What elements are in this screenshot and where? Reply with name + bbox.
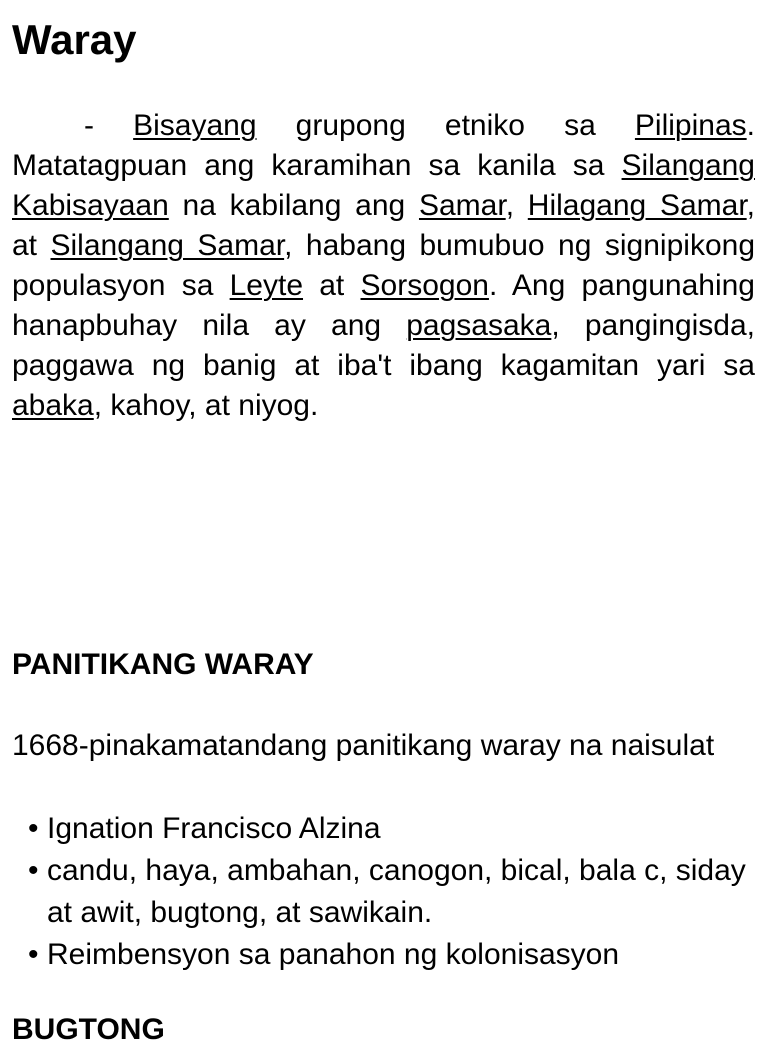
- intro-text: . Ang pangunahing hanapbuhay nila ay ang: [12, 269, 755, 342]
- link-silangang-kabisayaan[interactable]: Silangang Kabisayaan: [12, 149, 755, 222]
- list-item: [12, 934, 755, 976]
- intro-text: , pangingisda, paggawa ng banig at iba't ibang kagamitan yari sa: [12, 309, 755, 382]
- intro-text: , at: [12, 189, 755, 262]
- bullet-icon: •: [28, 854, 39, 887]
- list-item-text: Ignation Francisco Alzina: [47, 812, 381, 845]
- intro-text: at: [303, 269, 361, 302]
- intro-text: grupong etniko sa: [256, 109, 635, 142]
- next-section-heading: BUGTONG: [12, 1013, 165, 1046]
- intro-text: . Matatagpuan ang karamihan sa kanila sa: [12, 109, 755, 182]
- literature-line: 1668-pinakamatandang panitikang waray na naisulat: [12, 729, 715, 762]
- link-sorsogon[interactable]: Sorsogon: [360, 269, 489, 302]
- link-silangang-samar[interactable]: Silangang Samar: [50, 229, 285, 262]
- link-samar[interactable]: Samar: [418, 189, 506, 222]
- page-title: Waray: [12, 16, 137, 63]
- link-pagsasaka[interactable]: pagsasaka: [406, 309, 552, 342]
- link-leyte[interactable]: Leyte: [229, 269, 304, 302]
- list-item: [12, 808, 755, 850]
- intro-paragraph: [12, 106, 755, 426]
- list-item-text: Reimbensyon sa panahon ng kolonisasyon: [47, 938, 620, 971]
- bullet-list: [12, 808, 755, 976]
- section-heading: PANITIKANG WARAY: [12, 648, 314, 681]
- link-pilipinas[interactable]: Pilipinas: [634, 109, 747, 142]
- intro-text: ,: [505, 189, 528, 222]
- intro-text: , kahoy, at niyog.: [93, 389, 319, 422]
- link-hilagang-samar[interactable]: Hilagang Samar: [527, 189, 747, 222]
- link-abaka[interactable]: abaka: [12, 389, 94, 422]
- list-item-text: candu, haya, ambahan, canogon, bical, bala c, siday at awit, bugtong, at sawikain.: [47, 854, 746, 929]
- link-bisayang[interactable]: Bisayang: [133, 109, 257, 142]
- intro-text: -: [84, 109, 134, 142]
- bullet-icon: •: [28, 938, 39, 971]
- intro-text: , habang bumubuo ng signipikong populasyon sa: [12, 229, 755, 302]
- bullet-icon: •: [28, 812, 39, 845]
- intro-text: na kabilang ang: [168, 189, 419, 222]
- list-item: [12, 850, 755, 934]
